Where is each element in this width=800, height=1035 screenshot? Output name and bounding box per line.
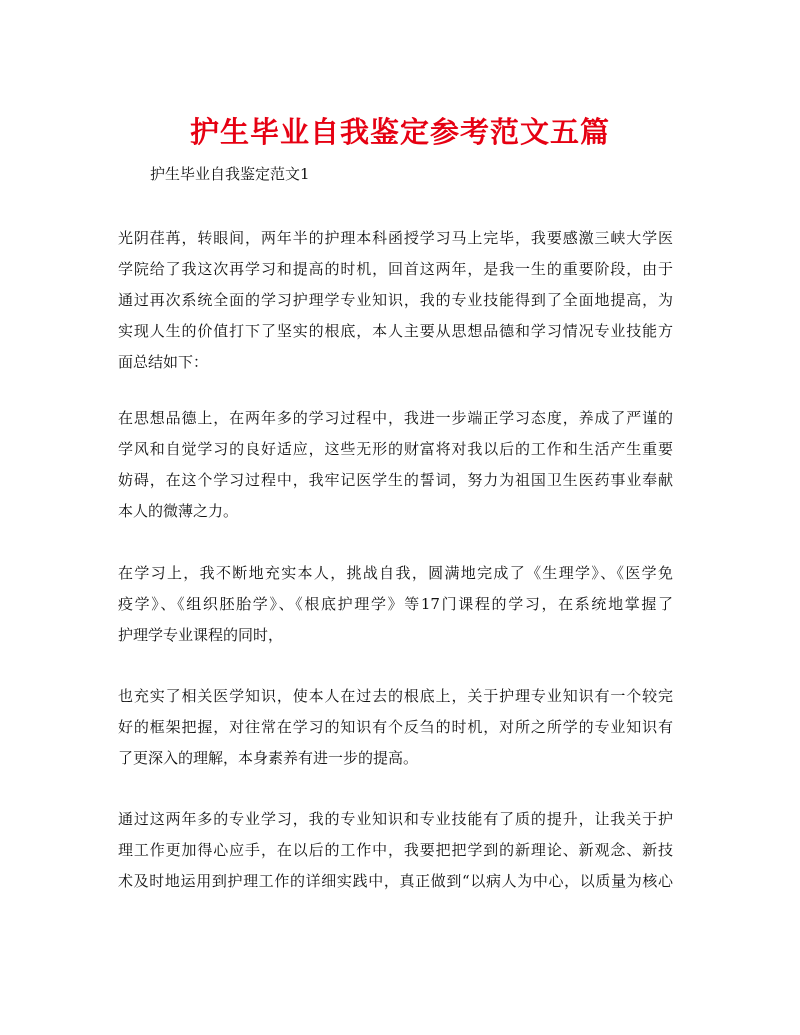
paragraph-line: 光阴荏苒，转眼间，两年半的护理本科函授学习马上完毕，我要感激三峡大学医 (118, 229, 673, 247)
paragraph-2 (118, 403, 673, 527)
paragraph-line: 通过这两年多的专业学习，我的专业知识和专业技能有了质的提升，让我关于护 (118, 810, 673, 828)
paragraph-line: 好的框架把握，对往常在学习的知识有个反刍的时机，对所之所学的专业知识有 (118, 718, 673, 736)
paragraph-line: 也充实了相关医学知识，使本人在过去的根底上，关于护理专业知识有一个较完 (118, 687, 673, 705)
paragraph-1 (118, 223, 673, 378)
paragraph-line: 护理学专业课程的同时， (118, 626, 284, 644)
paragraph-line: 学风和自觉学习的良好适应，这些无形的财富将对我以后的工作和生活产生重要 (118, 440, 673, 458)
paragraph-line: 本人的微薄之力。 (118, 502, 239, 520)
paragraph-5 (118, 804, 673, 897)
paragraph-line: 了更深入的理解，本身素养有进一步的提高。 (118, 749, 419, 767)
paragraph-line: 通过再次系统全面的学习护理学专业知识，我的专业技能得到了全面地提高，为 (118, 291, 673, 309)
paragraph-line: 实现人生的价值打下了坚实的根底，本人主要从思想品德和学习情况专业技能方 (118, 322, 673, 340)
paragraph-line: 疫学》、《组织胚胎学》、《根底护理学》等17门课程的学习，在系统地掌握了 (118, 595, 673, 613)
paragraph-line: 学院给了我这次再学习和提高的时机，回首这两年，是我一生的重要阶段，由于 (118, 260, 673, 278)
paragraph-line: 理工作更加得心应手，在以后的工作中，我要把把学到的新理论、新观念、新技 (118, 841, 673, 859)
paragraph-line: 面总结如下： (118, 353, 209, 371)
paragraph-line: 在思想品德上，在两年多的学习过程中，我进一步端正学习态度，养成了严谨的 (118, 409, 673, 427)
paragraph-line: 术及时地运用到护理工作的详细实践中，真正做到“以病人为中心，以质量为核心 (118, 872, 673, 890)
document-subtitle: 护生毕业自我鉴定范文1 (150, 165, 310, 183)
paragraph-line: 在学习上，我不断地充实本人，挑战自我，圆满地完成了《生理学》、《医学免 (118, 564, 673, 582)
paragraph-4 (118, 681, 673, 774)
document-title: 护生毕业自我鉴定参考范文五篇 (189, 115, 610, 149)
paragraph-line: 妨碍，在这个学习过程中，我牢记医学生的誓词，努力为祖国卫生医药事业奉献 (118, 471, 673, 489)
paragraph-3 (118, 558, 673, 651)
